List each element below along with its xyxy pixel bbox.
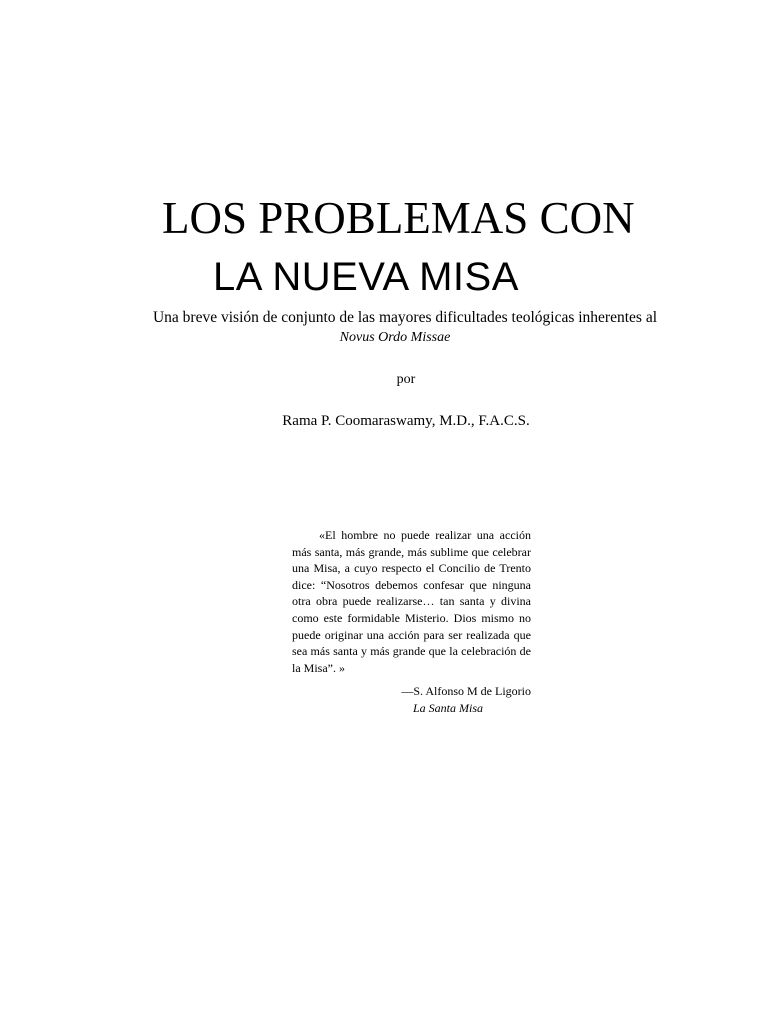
title-line-2: LA NUEVA MISA	[213, 255, 519, 299]
author-name: Rama P. Coomaraswamy, M.D., F.A.C.S.	[282, 413, 530, 429]
epigraph-attribution: —S. Alfonso M de Ligorio	[401, 684, 531, 698]
epigraph-quote-text: «El hombre no puede realizar una acción más santa, más grande, más sublime que celebrar una Misa, a cuyo respecto el Concilio de Trento dice: “Nosotros debemos confesar que ninguna otra obra puede realizarse… tan santa y divina como este formidable Misterio. Dios mismo no puede originar una acción para ser realizada que sea más santa y más grande que la celebración de la Misa”. »	[292, 528, 531, 675]
subtitle: Una breve visión de conjunto de las mayores dificultades teológicas inherentes al	[152, 309, 658, 326]
byline-por: por	[396, 372, 416, 387]
title-line-1: LOS PROBLEMAS CON	[162, 193, 635, 243]
subtitle-latin-title: Novus Ordo Missae	[339, 330, 451, 345]
epigraph-source: La Santa Misa	[413, 701, 484, 715]
epigraph-quote	[292, 527, 531, 676]
